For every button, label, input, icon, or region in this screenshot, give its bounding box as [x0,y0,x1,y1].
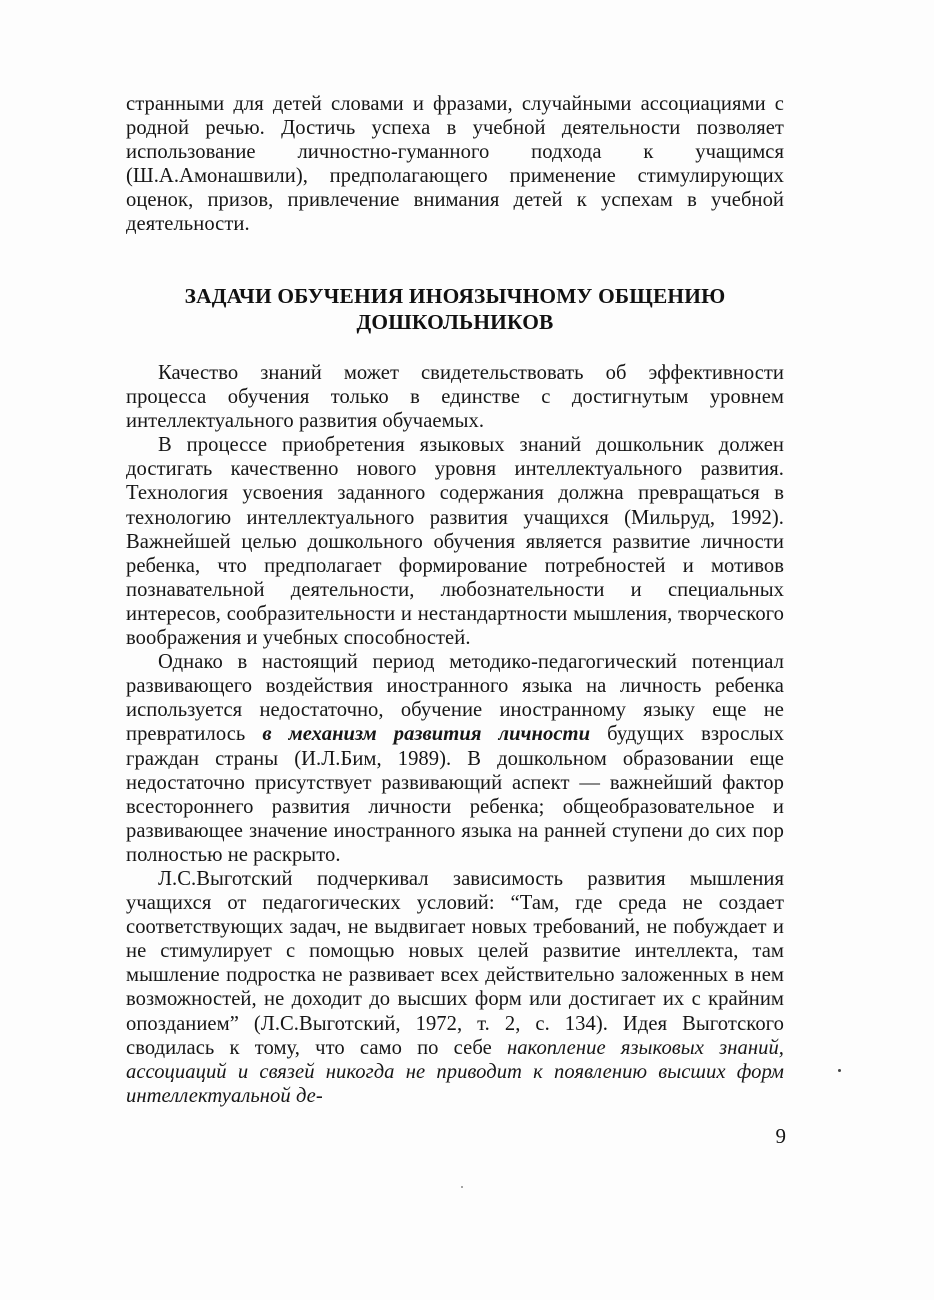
section-body [126,361,784,1108]
continuation-paragraph [126,92,784,237]
page-number: 9 [775,1124,786,1148]
heading-line-1: ЗАДАЧИ ОБУЧЕНИЯ ИНОЯЗЫЧНОМУ ОБЩЕНИЮ [184,284,726,308]
paragraph-4-emphasis: накопление языковых знаний, ассоциаций и связей никогда не приводит к появлению высших форм интеллектуальной де- [126,1036,784,1107]
paragraph-2: В процессе приобретения языковых знаний дошкольник должен достигать качественно нового уровня интеллектуального развития. Технология усвоения заданного содержания должна превращаться в технологию интеллектуального развития учащихся (Мильруд, 1992). Важнейшей целью дошкольного обучения является развитие личности ребенка, что предполагает формирование потребностей и мотивов познавательной деятельности, любознательности и специальных интересов, сообразительности и нестандартности мышления, творческого воображения и учебных способностей. [126,434,784,650]
paragraph-4 [126,867,784,1108]
scan-speck [461,1186,463,1188]
paragraph-4-part-a: Л.С.Выготский подчеркивал зависимость развития мышления учащихся от педагогических условий: “Там, где среда не создает соответствующих задач, не выдвигает новых требований, не побуждает и не стимулирует с помощью новых целей развитие интеллекта, там мышление подростка не развивает всех действительно заложенных в нем возможностей, не доходит до высших форм или достигает их с крайним опозданием” (Л.С.Выготский, 1972, т. 2, с. 134). Идея Выготского сводилась к тому, что само по себе [126,867,784,1059]
heading-line-2: ДОШКОЛЬНИКОВ [356,310,554,334]
paragraph-1: Качество знаний может свидетельствовать об эффективности процесса обучения только в единстве с достигнутым уровнем интеллектуального развития обучаемых. [126,362,784,433]
scan-speck [838,1069,841,1072]
paragraph-3 [126,650,784,867]
paragraph-3-part-a: Однако в настоящий период методико-педагогический потенциал развивающего воздействия иностранного языка на личность ребенка используется недостаточно, обучение иностранному языку еще не превратилось [126,651,784,746]
paragraph-3-emphasis: в механизм развития личности [262,723,591,746]
section-heading [126,283,784,335]
paragraph-3-part-b: будущих взрослых граждан страны (И.Л.Бим, 1989). В дошкольном образовании еще недостаточно присутствует развивающий аспект — важнейший фактор всестороннего развития личности ребенка; общеобразовательное и развивающее значение иностранного языка на ранней ступени до сих пор полностью не раскрыто. [126,723,785,866]
paragraph-text: странными для детей словами и фразами, случайными ассоциациями с родной речью. Достичь успеха в учебной деятельности позволяет использование личностно-гуманного подхода к учащимся (Ш.А.Амонашвили), предполагающего применение стимулирующих оценок, призов, привлечение внимания детей к успехам в учебной деятельности. [126,93,784,236]
